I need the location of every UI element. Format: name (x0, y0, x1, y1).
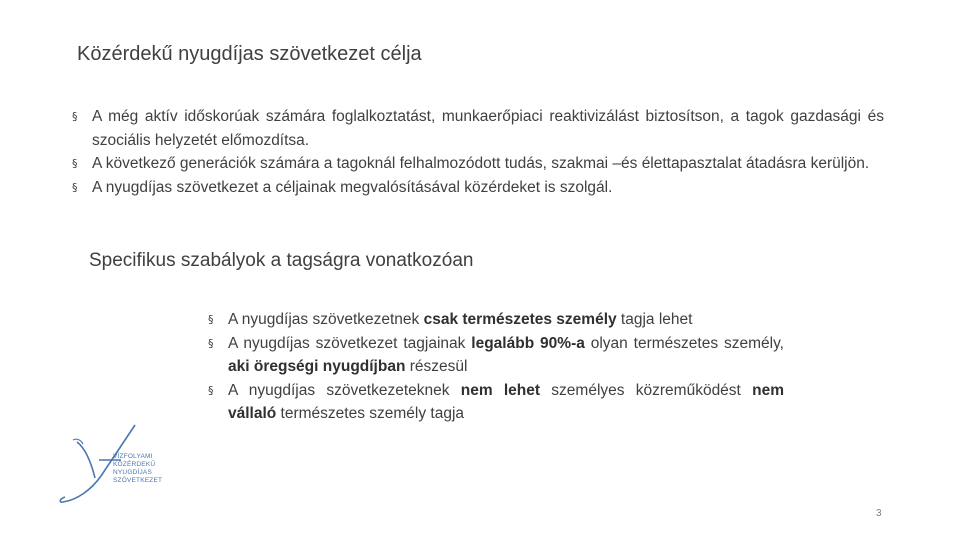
list-item (72, 176, 884, 200)
bullet-icon: § (72, 157, 78, 170)
logo-line: KÖZÉRDEKŰ (113, 461, 156, 468)
rule-text: A nyugdíjas szövetkezeteknek (228, 381, 461, 399)
bullet-icon: § (208, 336, 214, 350)
rule-text: tagja lehet (616, 311, 693, 328)
bullet-icon: § (208, 383, 214, 397)
rule-text: A nyugdíjas szövetkezet tagjainak (228, 334, 472, 352)
rule-emphasis: legalább 90%-a (471, 334, 585, 352)
page-number: 3 (876, 508, 882, 519)
bullet-icon: § (72, 180, 78, 194)
logo-line: NYUGDÍJAS (113, 469, 153, 476)
list-item (72, 152, 884, 176)
list-item (208, 379, 784, 426)
goal-text: A következő generációk számára a tagoknál felhalmozódott tudás, szakmai –és élettapasztalat átadásra kerüljön. (92, 155, 870, 172)
list-item (208, 308, 784, 332)
logo-line: SZÖVETKEZET (113, 477, 163, 484)
logo-line: VÍZFOLYAMI (113, 453, 153, 460)
bullet-icon: § (208, 313, 214, 326)
rule-text: természetes személy tagja (276, 405, 465, 422)
rule-text: részesül (405, 358, 468, 375)
logo-text (113, 453, 162, 485)
rule-text: olyan természetes személy, (584, 334, 784, 352)
rule-emphasis: csak természetes személy (423, 311, 617, 328)
rule-text: személyes közreműködést (540, 381, 753, 399)
section-subtitle: Specifikus szabályok a tagságra vonatkozóan (89, 250, 474, 271)
slide-title: Közérdekű nyugdíjas szövetkezet célja (77, 43, 422, 65)
goals-list (72, 105, 884, 199)
goal-text: A még aktív időskorúak számára foglalkoztatást, munkaerőpiaci reaktivizálást biztosítson, a tagok gazdasági és szociális helyzetét előmozdítsa. (92, 108, 884, 149)
list-item (72, 105, 884, 152)
rule-emphasis: aki öregségi nyugdíjban (228, 358, 406, 375)
rule-text: A nyugdíjas szövetkezetnek (228, 311, 424, 328)
rule-emphasis: nem vállaló (228, 381, 784, 422)
goal-text: A nyugdíjas szövetkezet a céljainak megvalósításával közérdeket is szolgál. (92, 178, 613, 196)
list-item (208, 332, 784, 379)
bullet-icon: § (72, 110, 78, 123)
rules-list (208, 308, 784, 426)
rule-emphasis: nem lehet (460, 381, 541, 399)
